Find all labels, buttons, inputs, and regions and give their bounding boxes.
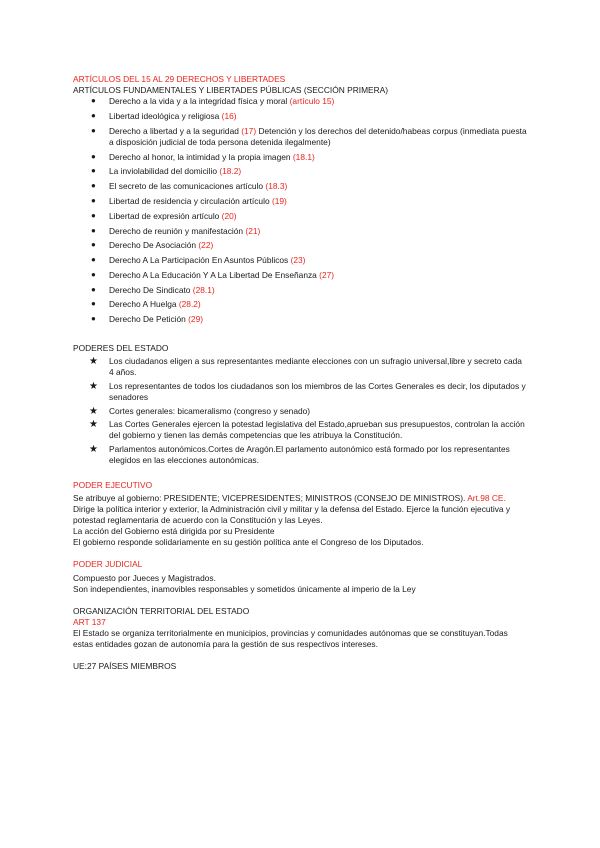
bullet-icon: ●	[91, 151, 96, 161]
judicial-line1: Compuesto por Jueces y Magistrados.	[73, 572, 216, 583]
item-text: Libertad de residencia y circulación artículo	[109, 195, 272, 206]
ejecutivo-line1-text: Se atribuye al gobierno: PRESIDENTE; VICEPRESIDENTES; MINISTROS (CONSEJO DE MINISTROS).	[73, 493, 468, 503]
list-item	[73, 419, 528, 441]
list-item	[73, 285, 528, 296]
item-text: Las Cortes Generales ejercen la potestad legislativa del Estado,aprueban sus presupuestos, controlan la acción del gobierno y tienen las demás competencias que les atribuya la Constitución.	[109, 419, 525, 441]
item-rest: Detención y los derechos del detenido/habeas corpus (inmediata puesta a disposición judicial de toda persona detenida ilegalmente)	[109, 125, 527, 147]
item-text: Los ciudadanos eligen a sus representantes mediante elecciones con un sufragio universal,libre y secreto cada 4 años.	[109, 356, 522, 378]
item-ref: (28.1)	[192, 284, 215, 295]
spacer	[73, 469, 528, 480]
list-item	[73, 226, 528, 237]
bullet-icon: ●	[91, 314, 96, 324]
articles-list	[73, 96, 528, 325]
territorial-title: ORGANIZACIÓN TERRITORIAL DEL ESTADO	[73, 605, 250, 616]
judicial-line2: Son independientes, inamovibles responsables y sometidos únicamente al imperio de la Ley	[73, 583, 416, 594]
territorial-line1: El Estado se organiza territorialmente en municipios, provincias y comunidades autónomas que se constituyan.Todas estas entidades gozan de autonomía para la gestión de sus respectivos intereses.	[73, 627, 508, 650]
item-text: Derecho a libertad y a la seguridad	[109, 125, 242, 136]
list-item	[73, 356, 528, 378]
list-item	[73, 406, 528, 417]
articles-subtitle: ARTÍCULOS FUNDAMENTALES Y LIBERTADES PÚBLICAS (SECCIÓN PRIMERA)	[73, 85, 389, 96]
item-ref: (23)	[290, 255, 306, 266]
list-item	[73, 126, 528, 148]
item-text: Parlamentos autonómicos.Cortes de Aragón.El parlamento autonómico está formado por los representantes elegidos en las elecciones autonómicas.	[109, 444, 510, 466]
poderes-title: PODERES DEL ESTADO	[73, 343, 169, 353]
item-ref: (18.1)	[292, 151, 315, 162]
list-item	[73, 444, 528, 466]
item-text: Derecho De Petición	[109, 314, 189, 325]
ejecutivo-line2: Dirige la política interior y exterior, la Administración civil y militar y la defensa del Estado. Ejerce la función ejecutiva y potestad reglamentaria de acuerdo con la Constitución y las Leyes.	[73, 504, 511, 526]
star-icon: ★	[89, 380, 98, 392]
list-item	[73, 96, 528, 107]
bullet-icon: ●	[91, 210, 96, 220]
item-text: El secreto de las comunicaciones artículo	[109, 181, 266, 192]
bullet-icon: ●	[91, 110, 96, 120]
item-ref: (16)	[221, 110, 237, 121]
item-ref: (18.2)	[219, 166, 242, 177]
item-text: La inviolabilidad del domicilio	[109, 166, 220, 177]
ejecutivo-line1	[73, 493, 528, 504]
star-icon: ★	[89, 356, 98, 368]
bullet-icon: ●	[91, 96, 96, 106]
item-ref: (27)	[319, 269, 335, 280]
bullet-icon: ●	[91, 240, 96, 250]
bullet-icon: ●	[91, 166, 96, 176]
bullet-icon: ●	[91, 181, 96, 191]
item-text: Derecho al honor, la intimidad y la propia imagen	[109, 151, 293, 162]
list-item	[73, 111, 528, 122]
item-ref: (28.2)	[178, 299, 201, 310]
item-text: Derecho de reunión y manifestación	[109, 225, 246, 236]
list-item	[73, 181, 528, 192]
item-text: Los representantes de todos los ciudadanos son los miembros de las Cortes Generales es decir, los diputados y senadores	[109, 380, 526, 402]
item-text: Libertad ideológica y religiosa	[109, 110, 222, 121]
item-text: Derecho A Huelga	[109, 299, 179, 310]
bullet-icon: ●	[91, 269, 96, 279]
list-item	[73, 152, 528, 163]
ejecutivo-line3: La acción del Gobierno está dirigida por su Presidente	[73, 526, 275, 537]
list-item	[73, 381, 528, 403]
item-ref: (20)	[221, 210, 237, 221]
item-ref: (22)	[198, 240, 214, 251]
bullet-icon: ●	[91, 225, 96, 235]
list-item	[73, 299, 528, 310]
document-content	[73, 74, 528, 672]
judicial-title: PODER JUDICIAL	[73, 559, 143, 570]
bullet-icon: ●	[91, 284, 96, 294]
item-ref: (19)	[271, 195, 287, 206]
item-ref: (artículo 15)	[289, 96, 335, 107]
star-icon: ★	[89, 419, 98, 431]
item-text: Derecho De Sindicato	[109, 284, 193, 295]
bullet-icon: ●	[91, 195, 96, 205]
ue-text: UE:27 PAÍSES MIEMBROS	[73, 661, 177, 672]
star-icon: ★	[89, 444, 98, 456]
item-text: Cortes generales: bicameralismo (congreso y senado)	[109, 405, 311, 416]
list-item	[73, 166, 528, 177]
bullet-icon: ●	[91, 299, 96, 309]
ejecutivo-title: PODER EJECUTIVO	[73, 479, 153, 490]
list-item	[73, 255, 528, 266]
list-item	[73, 314, 528, 325]
item-ref: (18.3)	[265, 181, 288, 192]
bullet-icon: ●	[91, 125, 96, 135]
spacer	[73, 595, 528, 606]
spacer	[73, 650, 528, 661]
spacer	[73, 329, 528, 343]
territorial-article-ref: ART 137	[73, 616, 106, 627]
ejecutivo-article-ref: Art.98 CE.	[467, 493, 506, 503]
item-text: Derecho a la vida y a la integridad física y moral	[109, 96, 290, 107]
item-ref: (21)	[245, 225, 261, 236]
item-ref: (29)	[188, 314, 204, 325]
list-item	[73, 240, 528, 251]
list-item	[73, 211, 528, 222]
item-text: Libertad de expresión artículo	[109, 210, 222, 221]
list-item	[73, 270, 528, 281]
ejecutivo-line4: El gobierno responde solidariamente en su gestión política ante el Congreso de los Diputados.	[73, 537, 424, 548]
list-item	[73, 196, 528, 207]
item-text: Derecho De Asociación	[109, 240, 199, 251]
item-text: Derecho A La Educación Y A La Libertad De Enseñanza	[109, 269, 320, 280]
item-ref: (17)	[241, 125, 257, 136]
poderes-list	[73, 356, 528, 466]
star-icon: ★	[89, 405, 98, 417]
item-text: Derecho A La Participación En Asuntos Públicos	[109, 255, 291, 266]
spacer	[73, 548, 528, 559]
articles-title: ARTÍCULOS DEL 15 AL 29 DERECHOS Y LIBERTADES	[73, 74, 286, 84]
bullet-icon: ●	[91, 255, 96, 265]
